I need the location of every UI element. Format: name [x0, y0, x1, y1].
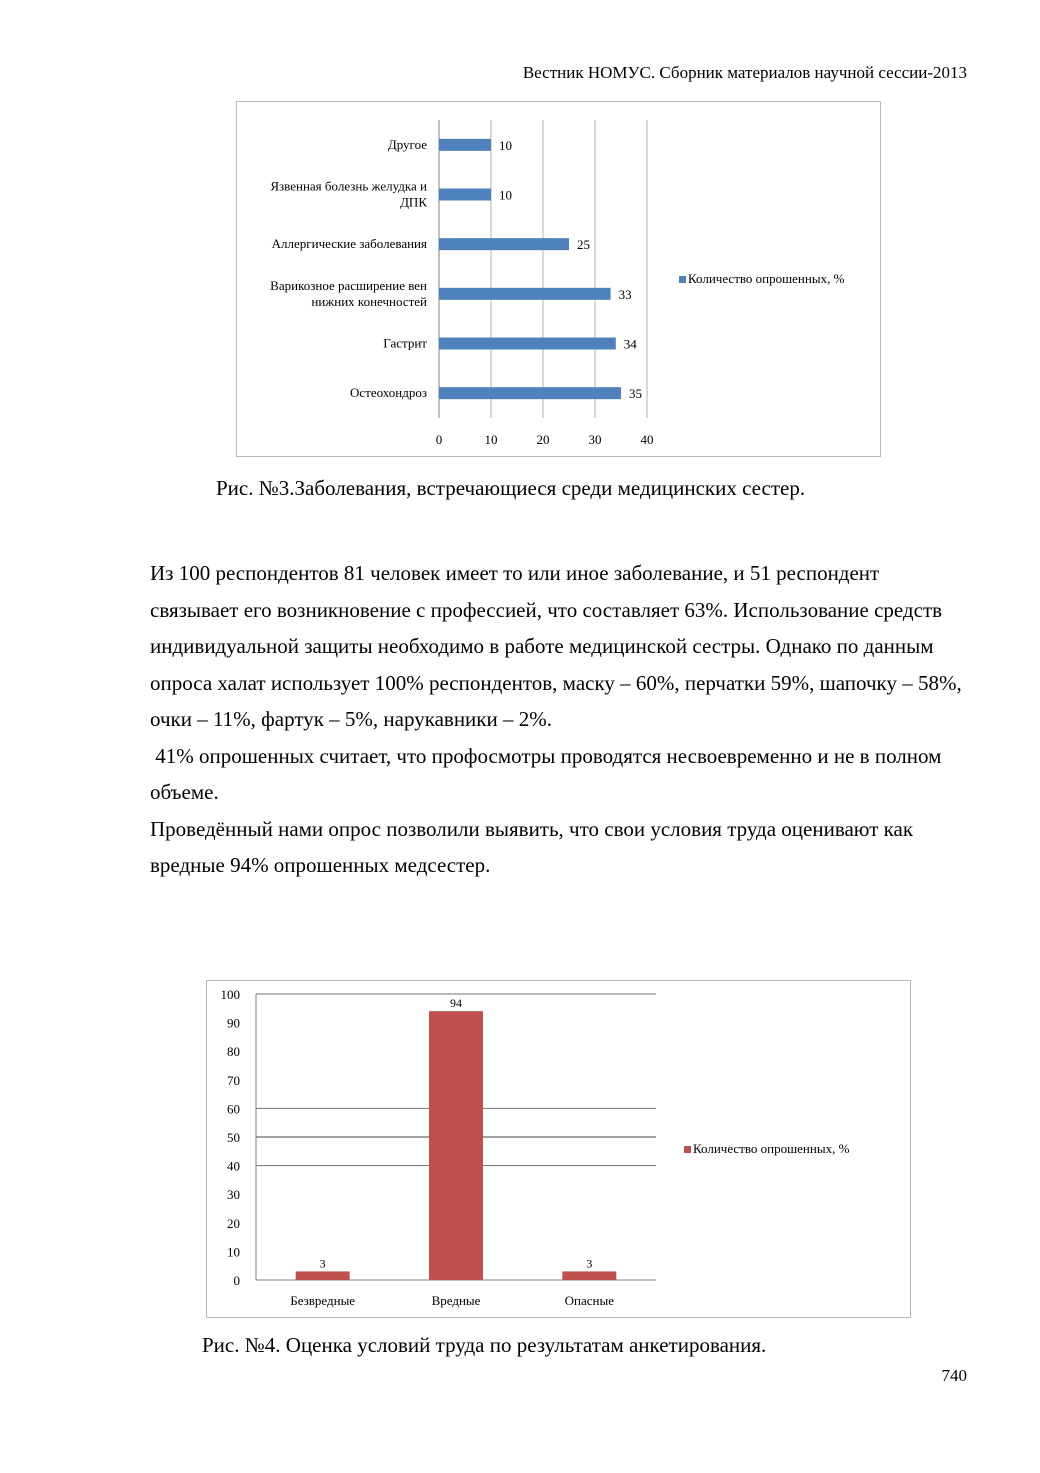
category-label: Вредные: [431, 1293, 481, 1308]
bar: [439, 387, 621, 399]
x-tick-label: 30: [588, 432, 602, 447]
figure-4-chart: [206, 980, 911, 1318]
paragraph-1: Из 100 респондентов 81 человек имеет то или иное заболевание, и 51 респондент связывает его возникновение с профессией, что составляет 63%. Использование средств индивидуальной защиты необходимо в работе медицинской сестры. Однако по данным опроса халат использует 100% респондентов, маску – 60%, перчатки 59%, шапочку – 58%, очки – 11%, фартук – 5%, нарукавники – 2%.: [150, 561, 962, 731]
y-tick-label: 60: [227, 1101, 240, 1117]
y-tick-label: 30: [227, 1187, 240, 1203]
bar: [439, 139, 491, 151]
x-tick-label: 40: [640, 432, 654, 447]
data-label: 25: [577, 237, 590, 253]
legend-label: Количество опрошенных, %: [688, 271, 845, 286]
y-tick-label: 10: [227, 1244, 240, 1260]
y-tick-label: 90: [227, 1015, 240, 1031]
category-label: Другое: [387, 136, 427, 152]
y-tick-label: 70: [227, 1072, 240, 1088]
y-tick-label: 50: [227, 1130, 240, 1145]
page-number: 740: [941, 1366, 967, 1385]
bar: [439, 338, 616, 350]
category-label: Варикозное расширение вен: [270, 277, 427, 293]
category-label: Аллергические заболевания: [271, 236, 427, 252]
data-label: 10: [499, 137, 512, 153]
legend-label: Количество опрошенных, %: [693, 1141, 850, 1156]
category-label: Опасные: [564, 1293, 615, 1308]
category-label: Безвредные: [290, 1293, 356, 1308]
legend-swatch: [679, 276, 686, 283]
data-label: 3: [586, 1256, 593, 1271]
x-tick-label: 10: [484, 432, 498, 447]
y-tick-label: 80: [227, 1044, 240, 1060]
bar: [562, 1271, 616, 1280]
running-head: Вестник НОМУС. Сборник материалов научной сессии-2013: [522, 63, 967, 82]
bar: [296, 1271, 350, 1280]
y-tick-label: 100: [220, 987, 240, 1002]
data-label: 34: [623, 336, 637, 352]
figure-3-svg: [237, 102, 880, 456]
legend-swatch: [684, 1146, 691, 1153]
data-label: 10: [499, 187, 512, 203]
x-tick-label: 20: [536, 432, 550, 447]
bar: [429, 1011, 483, 1280]
y-tick-label: 0: [233, 1273, 240, 1288]
data-label: 35: [629, 386, 642, 402]
bar: [439, 189, 491, 201]
y-tick-label: 40: [227, 1158, 240, 1174]
figure-4-svg: [207, 981, 910, 1317]
paragraph-3: Проведённый нами опрос позволили выявить, что свои условия труда оценивают как вредные 94% опрошенных медсестер.: [150, 816, 914, 877]
x-tick-label: 0: [435, 432, 443, 447]
data-label: 33: [618, 286, 632, 302]
figure-3-caption: Рис. №3.Заболевания, встречающиеся среди медицинских сестер.: [216, 476, 806, 500]
bar: [439, 288, 611, 300]
category-label: ДПК: [400, 194, 427, 210]
y-tick-label: 20: [227, 1215, 240, 1231]
data-label: 94: [450, 996, 462, 1011]
paragraph-2: 41% опрошенных считает, что профосмотры проводятся несвоевременно и не в полном объеме.: [150, 743, 947, 804]
category-label: Остеохондроз: [350, 385, 427, 401]
bar: [439, 238, 569, 250]
figure-3-chart: [236, 101, 881, 457]
body-text: [150, 555, 970, 884]
category-label: нижних конечностей: [311, 293, 427, 309]
data-label: 3: [319, 1256, 326, 1271]
category-label: Язвенная болезнь желудка и: [270, 178, 427, 194]
figure-4-caption: Рис. №4. Оценка условий труда по результатам анкетирования.: [202, 1333, 767, 1357]
category-label: Гастрит: [383, 335, 427, 351]
